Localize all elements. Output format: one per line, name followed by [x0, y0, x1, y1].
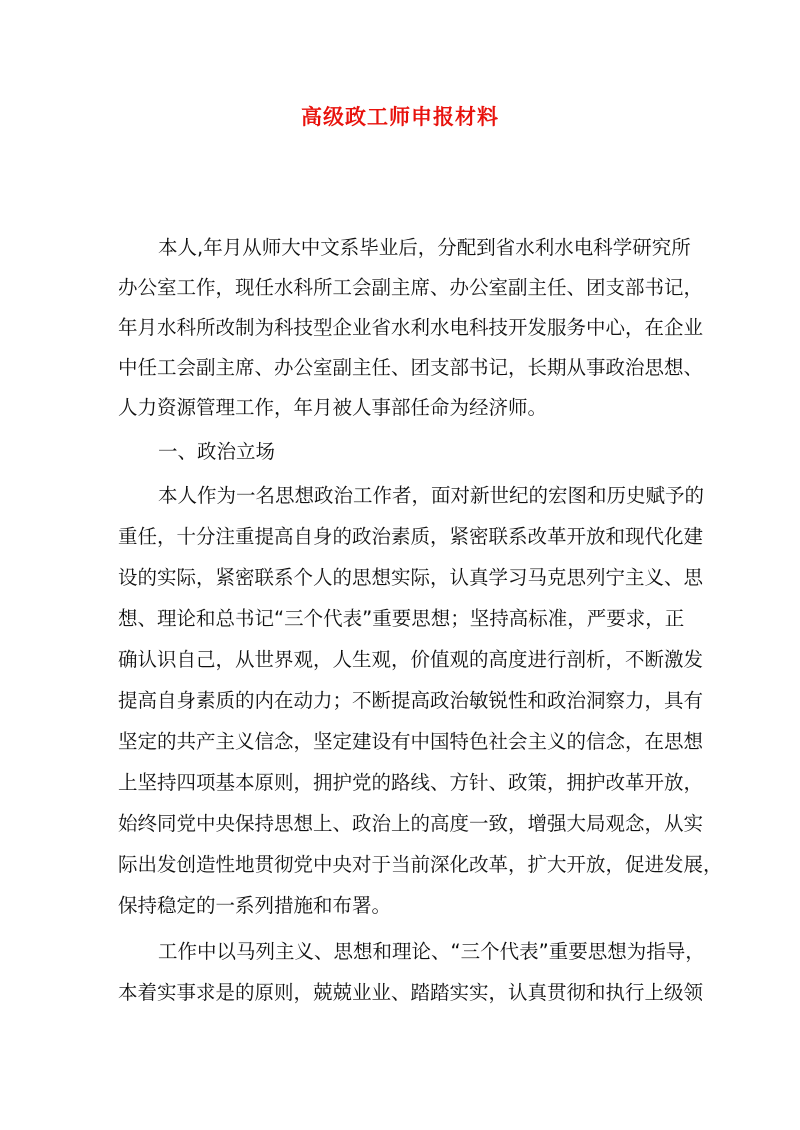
- line-text: 本人作为一名思想政治工作者，面对新世纪的宏图和历史赋予的: [158, 484, 705, 507]
- paragraph-line: [0, 847, 800, 883]
- line-text: 本着实事求是的原则，兢兢业业、踏踏实实，认真贯彻和执行上级领: [118, 981, 704, 1004]
- line-text: 保持稳定的一系列措施和布署。: [118, 894, 392, 917]
- section-heading: [0, 434, 800, 470]
- line-text: 工作中以马列主义、思想和理论、“三个代表”重要思想为指导，: [158, 940, 705, 963]
- line-text: 本人,年月从师大中文系毕业后，分配到省水利水电科学研究所: [158, 236, 691, 259]
- line-text: 始终同党中央保持思想上、政治上的高度一致，增强大局观念，从实: [118, 812, 704, 835]
- paragraph-line: [0, 724, 800, 760]
- paragraph-line: [0, 888, 800, 924]
- line-text: 中任工会副主席、办公室副主任、团支部书记，长期从事政治思想、: [118, 356, 704, 379]
- line-text: 设的实际，紧密联系个人的思想实际，认真学习马克思列宁主义、思: [118, 566, 704, 589]
- paragraph-line: [0, 560, 800, 596]
- paragraph-line: [0, 683, 800, 719]
- paragraph-line: [0, 270, 800, 306]
- paragraph-line: [0, 765, 800, 801]
- line-text: 提高自身素质的内在动力；不断提高政治敏锐性和政治洞察力，具有: [118, 689, 704, 712]
- heading-text: 一、政治立场: [158, 440, 276, 463]
- paragraph-line: [0, 230, 800, 266]
- line-text: 上坚持四项基本原则，拥护党的路线、方针、政策，拥护改革开放，: [118, 771, 704, 794]
- line-text: 想、理论和总书记“三个代表”重要思想；坚持高标准，严要求，正: [118, 607, 685, 630]
- paragraph-line: [0, 478, 800, 514]
- paragraph-line: [0, 642, 800, 678]
- line-text: 年月水科所改制为科技型企业省水利水电科技开发服务中心，在企业: [118, 316, 704, 339]
- document-title: 高级政工师申报材料: [301, 104, 499, 129]
- line-text: 人力资源管理工作，年月被人事部任命为经济师。: [118, 396, 548, 419]
- line-text: 坚定的共产主义信念，坚定建设有中国特色社会主义的信念，在思想: [118, 730, 704, 753]
- line-text: 办公室工作，现任水科所工会副主席、办公室副主任、团支部书记，: [118, 276, 704, 299]
- line-text: 重任，十分注重提高自身的政治素质，紧密联系改革开放和现代化建: [118, 525, 704, 548]
- paragraph-line: [0, 934, 800, 970]
- paragraph-line: [0, 601, 800, 637]
- paragraph-line: [0, 350, 800, 386]
- line-text: 确认识自己，从世界观，人生观，价值观的高度进行剖析，不断激发: [118, 648, 704, 671]
- paragraph-line: [0, 310, 800, 346]
- paragraph-line: [0, 390, 800, 426]
- paragraph-line: [0, 519, 800, 555]
- line-text: 际出发创造性地贯彻党中央对于当前深化改革，扩大开放，促进发展，: [118, 853, 723, 876]
- paragraph-line: [0, 975, 800, 1011]
- paragraph-line: [0, 806, 800, 842]
